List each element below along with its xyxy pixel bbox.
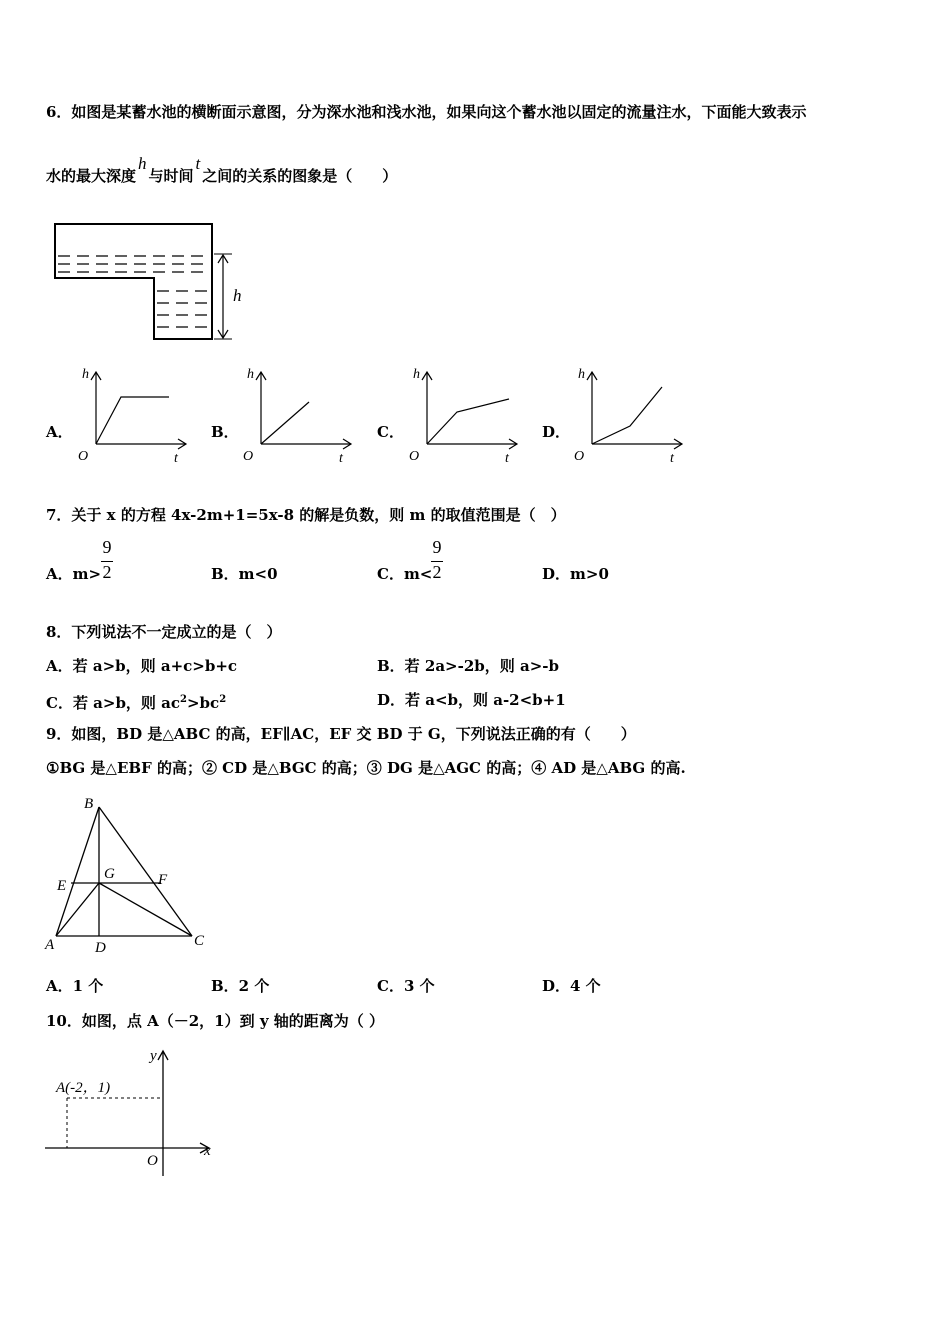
q6-option-c-axis-h: h (413, 367, 420, 382)
q9-option-d[interactable]: D．4 个 (542, 977, 601, 995)
q9-label-d: D (95, 940, 106, 956)
q6-option-d-curve (592, 387, 662, 444)
q8-option-c-sup2: 2 (219, 694, 227, 705)
q9-stem: 9．如图，BD 是△ABC 的高，EF∥AC，EF 交 BD 于 G，下列说法正确的有（ ） (46, 725, 636, 743)
q9-label-b: B (84, 796, 94, 812)
q6-option-b-label: B． (211, 423, 239, 441)
q7-option-c-denominator: 2 (432, 562, 442, 582)
q7-option-a-denominator: 2 (102, 562, 112, 582)
q6-option-a-label: A． (46, 423, 73, 441)
q6-option-b-axis-h: h (247, 367, 254, 382)
q6-option-d-axis-h: h (578, 367, 585, 382)
q6-option-d-origin: O (574, 449, 585, 464)
q9-label-c: C (194, 933, 205, 949)
q8-option-c-sup1: 2 (180, 694, 187, 705)
q7-option-b[interactable]: B．m<0 (211, 565, 278, 583)
q7-option-d[interactable]: D．m>0 (542, 565, 609, 583)
q6-option-a-curve (96, 397, 169, 444)
q6-option-b-curve (261, 402, 309, 444)
q7-stem: 7．关于 x 的方程 4x-2m+1=5x-8 的解是负数，则 m 的取值范围是（ ） (46, 506, 566, 524)
q7-option-a[interactable]: A．m> (46, 565, 102, 583)
q6-option-a-graph[interactable] (74, 364, 194, 468)
q6-var-t: t (195, 154, 201, 173)
q6-option-a-origin: O (78, 449, 89, 464)
q8-option-c[interactable] (46, 690, 226, 713)
q6-option-b-origin: O (243, 449, 254, 464)
q6-option-b-axis-t: t (339, 451, 343, 466)
q6-option-b-graph[interactable] (239, 364, 359, 468)
q6-stem-line1: 6．如图是某蓄水池的横断面示意图，分为深水池和浅水池，如果向这个蓄水池以固定的流量注水，下面能大致表示 (46, 103, 807, 121)
q7-option-c-numerator: 9 (432, 537, 442, 557)
q6-option-c-label: C． (377, 423, 404, 441)
q9-label-e: E (57, 878, 67, 894)
q6-option-d-graph[interactable] (570, 364, 690, 468)
q6-option-a-axis-h: h (82, 367, 89, 382)
q10-axis-x: x (204, 1143, 211, 1159)
q10-stem: 10．如图，点 A（－2，1）到 y 轴的距离为（ ） (46, 1012, 384, 1030)
q6-stem-line2 (46, 154, 398, 186)
q9-label-f: F (158, 872, 168, 888)
q9-statements: ①BG 是△EBF 的高；② CD 是△BGC 的高；③ DG 是△AGC 的高；④ AD 是△ABG 的高. (46, 759, 686, 777)
q9-triangle-diagram (40, 792, 220, 957)
q6-option-d-axis-t: t (670, 451, 674, 466)
q7-option-a-numerator: 9 (102, 537, 112, 557)
q6-option-a-axis-t: t (174, 451, 178, 466)
q6-stem-part-b: 与时间 (148, 167, 194, 185)
q6-stem-part-a: 水的最大深度 (46, 167, 137, 185)
q6-option-c-axis-t: t (505, 451, 509, 466)
q9-option-a[interactable]: A．1 个 (46, 977, 104, 995)
q8-option-c-mid: >bc (186, 694, 220, 712)
q9-option-c[interactable]: C．3 个 (377, 977, 435, 995)
q6-stem-part-c: 之间的关系的图象是（ ） (202, 167, 398, 185)
q6-tank-diagram (46, 216, 256, 346)
q6-option-c-curve (427, 399, 509, 444)
q8-stem: 8．下列说法不一定成立的是（ ） (46, 623, 282, 641)
q6-option-c-graph[interactable] (405, 364, 525, 468)
q6-option-d-label: D． (542, 423, 571, 441)
q10-origin: O (147, 1153, 158, 1169)
q7-option-c[interactable]: C．m< (377, 565, 433, 583)
q10-coordinate-diagram (40, 1044, 230, 1179)
q8-option-a[interactable]: A．若 a>b，则 a+c>b+c (46, 657, 238, 675)
q10-point-a-label: A(-2，1) (56, 1080, 111, 1096)
q6-tank-label-h: h (233, 286, 242, 305)
q8-option-b[interactable]: B．若 2a>-2b，则 a>-b (377, 657, 559, 675)
q6-var-h: h (138, 154, 147, 173)
q10-axis-y: y (150, 1048, 157, 1064)
q8-option-c-pre: C．若 a>b，则 ac (46, 694, 181, 712)
q8-option-d[interactable]: D．若 a<b，则 a-2<b+1 (377, 691, 566, 709)
q6-option-c-origin: O (409, 449, 420, 464)
q9-label-a: A (45, 937, 55, 953)
q9-label-g: G (104, 866, 115, 882)
q9-option-b[interactable]: B．2 个 (211, 977, 270, 995)
